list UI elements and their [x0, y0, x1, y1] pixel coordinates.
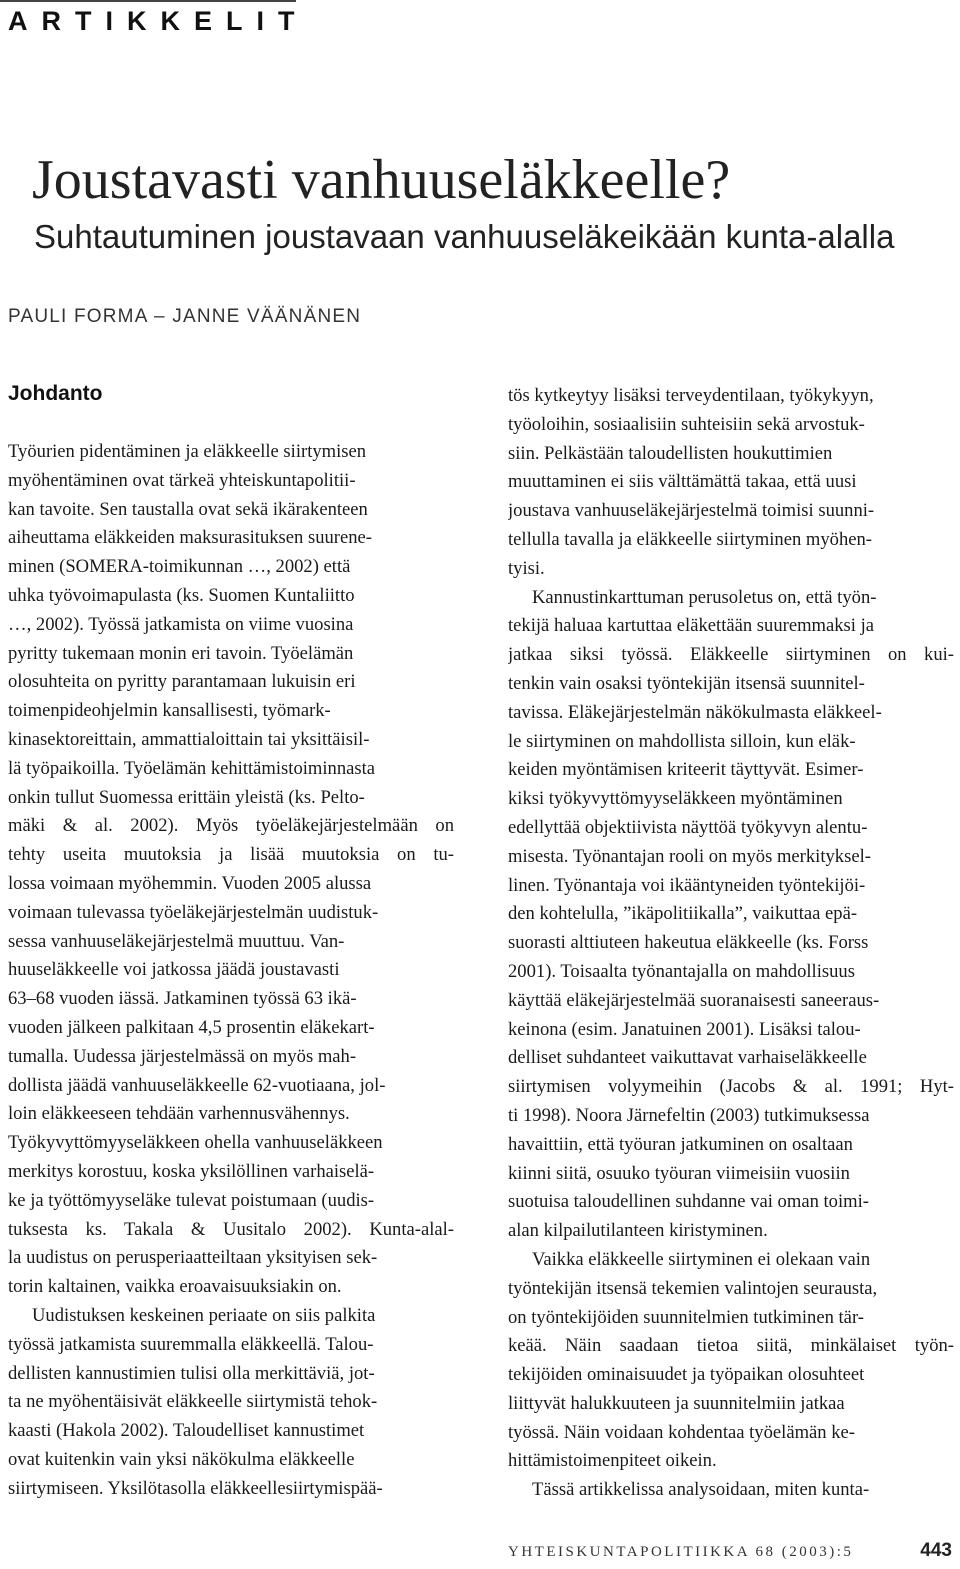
- text-line: Kannustinkarttuman perusoletus on, että työn-: [532, 586, 877, 608]
- text-line: onkin tullut Suomessa erittäin yleistä (ks. Pelto-: [8, 786, 365, 808]
- text-line: dellisten kannustimien tulisi olla merkittäviä, jot-: [8, 1362, 375, 1384]
- text-line: …, 2002). Työssä jatkamista on viime vuosina: [8, 613, 354, 635]
- text-line: dollista jäädä vanhuuseläkkeelle 62-vuotiaana, jol-: [8, 1074, 386, 1096]
- text-line: keinona (esim. Janatuinen 2001). Lisäksi talou-: [508, 1018, 861, 1040]
- page-number: 443: [920, 1540, 952, 1561]
- article-authors: PAULI FORMA – JANNE VÄÄNÄNEN: [8, 306, 362, 327]
- text-line: tehty useita muutoksia ja lisää muutoksia on tu-: [8, 844, 454, 866]
- text-line: on työntekijöiden suunnitelmien tutkiminen tär-: [508, 1306, 864, 1328]
- text-line: suorasti alttiuteen hakeutua eläkkeelle (ks. Forss: [508, 932, 869, 954]
- text-line: työoloihin, sosiaalisiin suhteisiin sekä arvostuk-: [508, 413, 865, 435]
- text-line: kaasti (Hakola 2002). Taloudelliset kannustimet: [8, 1420, 365, 1442]
- text-line: loin eläkkeeseen tehdään varhennusvähennys.: [8, 1103, 350, 1125]
- text-line: merkitys korostuu, koska yksilöllinen varhaiselä-: [8, 1160, 375, 1182]
- text-line: tekijöiden ominaisuudet ja työpaikan olosuhteet: [508, 1364, 865, 1386]
- text-line: tenkin vain osaksi työntekijän itsensä suunnitel-: [508, 672, 865, 694]
- text-line: Vaikka eläkkeelle siirtyminen ei olekaan vain: [532, 1248, 871, 1270]
- text-line: työntekijän itsensä tekemien valintojen seurausta,: [508, 1277, 878, 1299]
- text-line: delliset suhdanteet vaikuttavat varhaiseläkkeelle: [508, 1047, 867, 1069]
- text-line: toimenpideohjelmin kansallisesti, työmark-: [8, 700, 331, 722]
- right-column: [508, 382, 954, 1505]
- text-line: aiheuttama eläkkeiden maksurasituksen suurene-: [8, 527, 372, 549]
- text-line: ovat kuitenkin vain yksi näkökulma eläkkeelle: [8, 1448, 355, 1470]
- text-line: kiinni siitä, osuuko työuran viimeisiin vuosiin: [508, 1162, 850, 1184]
- text-line: la uudistus on perusperiaatteiltaan yksityisen sek-: [8, 1247, 378, 1269]
- text-line: pyritty tukemaan monin eri tavoin. Työelämän: [8, 642, 354, 664]
- text-line: keää. Näin saadaan tietoa siitä, minkälaiset työn-: [508, 1335, 954, 1357]
- text-line: siin. Pelkästään taloudellisten houkuttimien: [508, 442, 833, 464]
- text-line: myöhentäminen ovat tärkeä yhteiskuntapolitii-: [8, 469, 356, 491]
- text-line: mäki & al. 2002). Myös työeläkejärjestelmään on: [8, 815, 454, 837]
- left-column: [8, 438, 454, 1503]
- text-line: ta ne myöhentäisivät eläkkeelle siirtymistä tehok-: [8, 1391, 378, 1413]
- section-heading: Johdanto: [8, 382, 103, 405]
- text-line: ke ja työttömyyseläke tulevat poistumaan (uudis-: [8, 1189, 375, 1211]
- text-line: vuoden jälkeen palkitaan 4,5 prosentin eläkekart-: [8, 1016, 375, 1038]
- text-line: kinasektoreittain, ammattialoittain tai yksittäisil-: [8, 728, 370, 750]
- text-line: käyttää eläkejärjestelmää suoranaisesti saneeraus-: [508, 989, 880, 1011]
- text-line: misesta. Työnantajan rooli on myös merkityksel-: [508, 845, 871, 867]
- text-line: tellulla tavalla ja eläkkeelle siirtyminen myöhen-: [508, 528, 872, 550]
- text-line: Uudistuksen keskeinen periaate on siis palkita: [32, 1304, 376, 1326]
- text-line: havaittiin, että työuran jatkuminen on osaltaan: [508, 1133, 853, 1155]
- text-line: tyisi.: [508, 557, 545, 579]
- text-line: lossa voimaan myöhemmin. Vuoden 2005 alussa: [8, 872, 372, 894]
- article-subtitle: Suhtautuminen joustavaan vanhuuseläkeikään kunta-alalla: [34, 218, 895, 255]
- text-line: edellyttää objektiivista näyttöä työkyvyn alentu-: [508, 816, 868, 838]
- text-line: 63–68 vuoden iässä. Jatkaminen työssä 63 ikä-: [8, 988, 357, 1010]
- text-line: työssä. Näin voidaan kohdentaa työelämän ke-: [508, 1421, 855, 1443]
- text-line: minen (SOMERA-toimikunnan …, 2002) että: [8, 556, 351, 578]
- text-line: lä työpaikoilla. Työelämän kehittämistoiminnasta: [8, 757, 376, 779]
- text-line: tekijä haluaa kartuttaa eläkettään suuremmaksi ja: [508, 615, 875, 637]
- text-line: liittyvät halukkuuteen ja suunnitelmiin jatkaa: [508, 1392, 845, 1414]
- text-line: tös kytkeytyy lisäksi terveydentilaan, työkykyyn,: [508, 385, 874, 406]
- text-line: tavissa. Eläkejärjestelmän näkökulmasta eläkkeel-: [508, 701, 882, 723]
- text-line: ti 1998). Noora Järnefeltin (2003) tutkimuksessa: [508, 1104, 870, 1126]
- text-line: hittämistoimenpiteet oikein.: [508, 1450, 717, 1472]
- text-line: kiksi työkyvyttömyyseläkkeen myöntäminen: [508, 788, 843, 810]
- text-line: työssä jatkamista suuremmalla eläkkeellä. Talou-: [8, 1333, 374, 1355]
- text-line: siirtymiseen. Yksilötasolla eläkkeellesiirtymispää-: [8, 1477, 383, 1499]
- text-line: keiden myöntämisen kriteerit täyttyvät. Esimer-: [508, 759, 864, 781]
- text-line: linen. Työnantaja voi ikääntyneiden työntekijöi-: [508, 874, 866, 896]
- text-line: torin kaltainen, vaikka eroavaisuuksiakin on.: [8, 1276, 342, 1298]
- text-line: sessa vanhuuseläkejärjestelmä muuttuu. Van-: [8, 930, 345, 952]
- text-line: den kohtelulla, ”ikäpolitiikalla”, vaikuttaa epä-: [508, 903, 858, 925]
- text-line: Tässä artikkelissa analysoidaan, miten kunta-: [532, 1479, 870, 1501]
- article-title: Joustavasti vanhuuseläkkeelle?: [32, 149, 731, 211]
- text-line: 2001). Toisaalta työnantajalla on mahdollisuus: [508, 960, 855, 982]
- text-line: muuttaminen ei siis välttämättä takaa, että uusi: [508, 471, 857, 493]
- text-line: siirtymisen volyymeihin (Jacobs & al. 1991; Hyt-: [508, 1076, 954, 1098]
- text-line: joustava vanhuuseläkejärjestelmä toimisi suunni-: [508, 500, 875, 522]
- text-line: tumalla. Uudessa järjestelmässä on myös mah-: [8, 1045, 357, 1067]
- text-line: kan tavoite. Sen taustalla ovat sekä ikärakenteen: [8, 498, 368, 520]
- footer-journal: YHTEISKUNTAPOLITIIKKA 68 (2003):5: [508, 1544, 854, 1560]
- text-line: Työkyvyttömyyseläkkeen ohella vanhuuseläkkeen: [8, 1132, 383, 1154]
- text-line: olosuhteita on pyritty parantamaan lukuisin eri: [8, 671, 356, 693]
- text-line: Työurien pidentäminen ja eläkkeelle siirtymisen: [8, 441, 367, 462]
- text-line: jatkaa siksi työssä. Eläkkeelle siirtyminen on kui-: [508, 644, 954, 666]
- text-line: le siirtyminen on mahdollista silloin, kun eläk-: [508, 730, 856, 752]
- text-line: uhka työvoimapulasta (ks. Suomen Kuntaliitto: [8, 584, 355, 606]
- section-rule: [0, 0, 296, 2]
- text-line: voimaan tulevassa työeläkejärjestelmän uudistuk-: [8, 901, 379, 923]
- text-line: alan kilpailutilanteen kiristyminen.: [508, 1220, 768, 1242]
- text-line: tuksesta ks. Takala & Uusitalo 2002). Kunta-alal-: [8, 1218, 454, 1240]
- section-label: ARTIKKELIT: [8, 6, 309, 36]
- text-line: huuseläkkeelle voi jatkossa jäädä joustavasti: [8, 959, 340, 981]
- text-line: suotuisa taloudellinen suhdanne vai oman toimi-: [508, 1191, 869, 1213]
